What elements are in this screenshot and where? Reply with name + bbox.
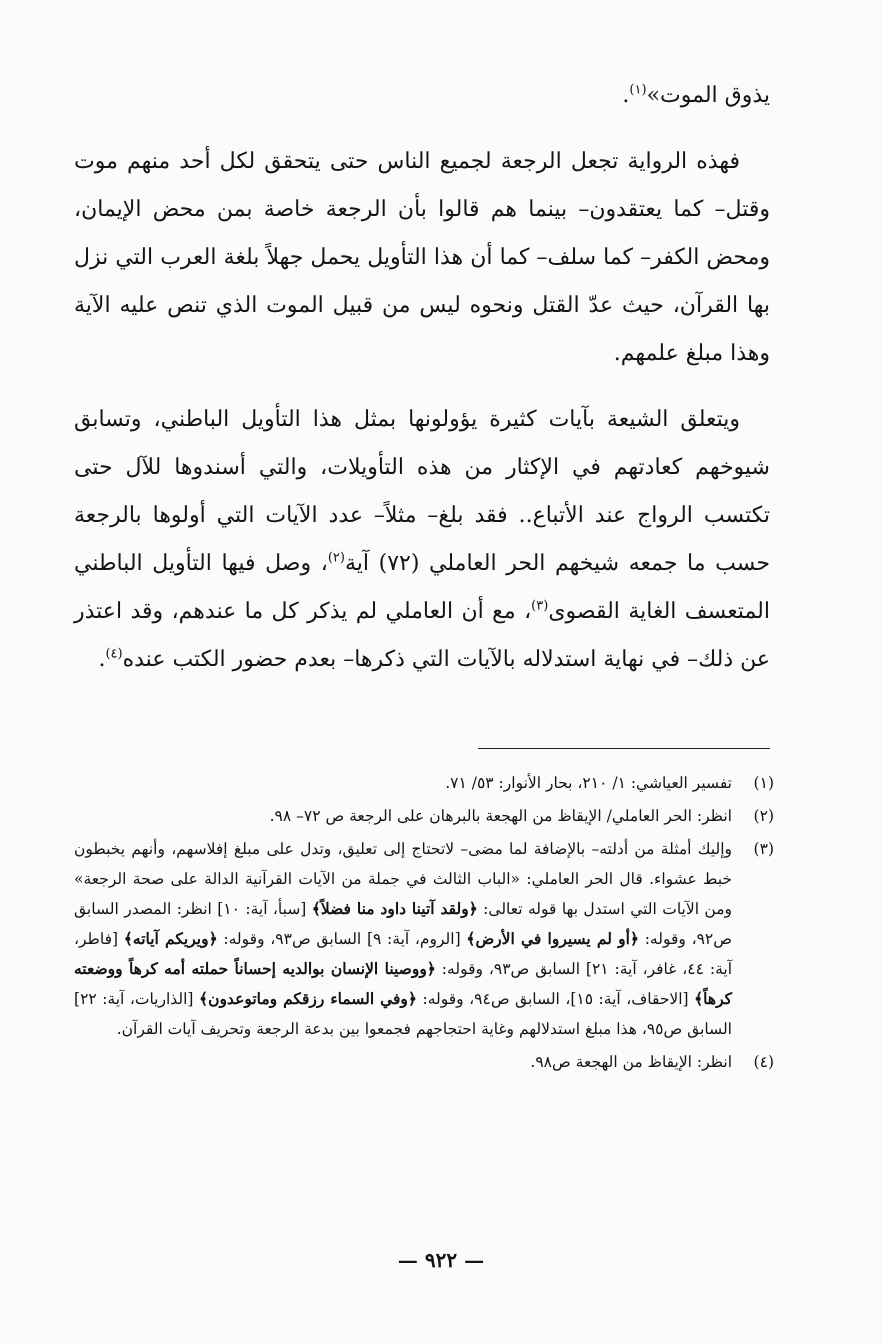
footnote-3 (74, 834, 774, 1044)
footnote-text: [سبأ، آية: ١٠] انظر: المصدر السابق ص٩٢، وقوله: (74, 900, 732, 948)
main-text (74, 72, 770, 702)
footnote-text: [الاحقاف، آية: ١٥]، السابق ص٩٤، وقوله: (417, 990, 695, 1008)
footnote-4 (74, 1047, 774, 1077)
footnote-separator (478, 748, 770, 749)
footnote-number: (٤) (753, 1053, 774, 1071)
page-number: — ٩٢٢ — (397, 1248, 485, 1272)
quran-quote: ﴿ويريكم آياته﴾ (123, 929, 218, 948)
text-span: ، مع أن العاملي لم يذكر كل ما عندهم، وقد اعتذر عن ذلك– في نهاية استدلاله بالآيات التي ذكرها– بعدم حضور الكتب عنده (74, 599, 770, 672)
footnote-text: انظر: الحر العاملي/ الإيقاظ من الهجعة بالبرهان على الرجعة ص ٧٢– ٩٨. (269, 807, 732, 825)
footnote-number: (٢) (753, 807, 774, 825)
footnotes (74, 768, 774, 1080)
text-span: ويتعلق الشيعة بآيات كثيرة يؤولونها بمثل هذا التأويل الباطني، وتسابق شيوخهم كعادتهم في الإكثار من هذه التأويلات، والتي أسندوها للآل حتى تكتسب الرواج عند الأتباع.. فقد بلغ– مثلاً– عدد الآيات التي أولوها بالرجعة حسب ما جمعه شيخهم الحر العاملي (٧٢) آية (74, 407, 771, 576)
footnote-ref-3[interactable]: (٣) (531, 598, 549, 614)
paragraph-1: فهذه الرواية تجعل الرجعة لجميع الناس حتى يتحقق لكل أحد منهم موت وقتل– كما يعتقدون– بينما هم قالوا بأن الرجعة خاصة بمن محض الإيمان، ومحض الكفر– كما سلف– كما أن هذا التأويل يحمل جهلاً بلغة العرب التي نزل بها القرآن، حيث عدّ القتل ونحوه ليس من قبيل الموت الذي تنص عليه الآية وهذا مبلغ علمهم. (74, 149, 770, 366)
quran-quote: ﴿أو لم يسيروا في الأرض﴾ (466, 929, 639, 948)
quran-quote: ﴿ولقد آتينا داود منا فضلاً﴾ (311, 899, 478, 918)
footnote-text: تفسير العياشي: ١/ ٢١٠، بحار الأنوار: ٥٣/ ٧١. (445, 774, 732, 792)
paragraph-continuation: يذوق الموت»$^{(١)}$. (622, 82, 770, 108)
footnote-2 (74, 801, 774, 831)
text-span: ، وصل فيها التأويل الباطني المتعسف الغاية القصوى (74, 551, 770, 624)
quran-quote: ﴿ووصينا الإنسان بوالديه إحساناً حملته أمه كرهاً ووضعته كرهاً﴾ (74, 959, 733, 1008)
footnote-1 (74, 768, 774, 798)
footnote-number: (١) (753, 774, 774, 792)
footnote-number: (٣) (753, 840, 774, 858)
footnote-text: انظر: الإيقاظ من الهجعة ص٩٨. (530, 1053, 732, 1071)
footnote-text: [الروم، آية: ٩] السابق ص٩٣، وقوله: (217, 930, 467, 948)
paragraph-2 (74, 396, 770, 684)
footnote-ref-4[interactable]: (٤) (105, 646, 123, 662)
footnote-text: [الذاريات، آية: ٢٢] السابق ص٩٥، هذا مبلغ استدلالهم وغاية احتجاجهم فجمعوا بين بدعة الرجعة وتحريف آيات القرآن. (74, 990, 732, 1038)
footnote-text: [فاطر، آية: ٤٤، غافر، آية: ٢١] السابق ص٩٣، وقوله: (74, 930, 733, 978)
text-span: يذوق الموت» (646, 83, 770, 108)
footnote-text: وإليك أمثلة من أدلته– بالإضافة لما مضى– لاتحتاج إلى تعليق، وتدل على مبلغ إفلاسهم، وأنهم يخبطون خبط عشواء. قال الحر العاملي: «الباب الثالث في جملة من الآيات القرآنية الدالة على صحة الرجعة» ومن الآيات التي استدل بها قوله تعالى: (74, 840, 733, 918)
text-span: . (98, 647, 106, 672)
quran-quote: ﴿وفي السماء رزقكم وماتوعدون﴾ (198, 989, 418, 1008)
footnote-ref-1[interactable]: (١) (629, 82, 647, 98)
footnote-ref-2[interactable]: (٢) (327, 550, 345, 566)
